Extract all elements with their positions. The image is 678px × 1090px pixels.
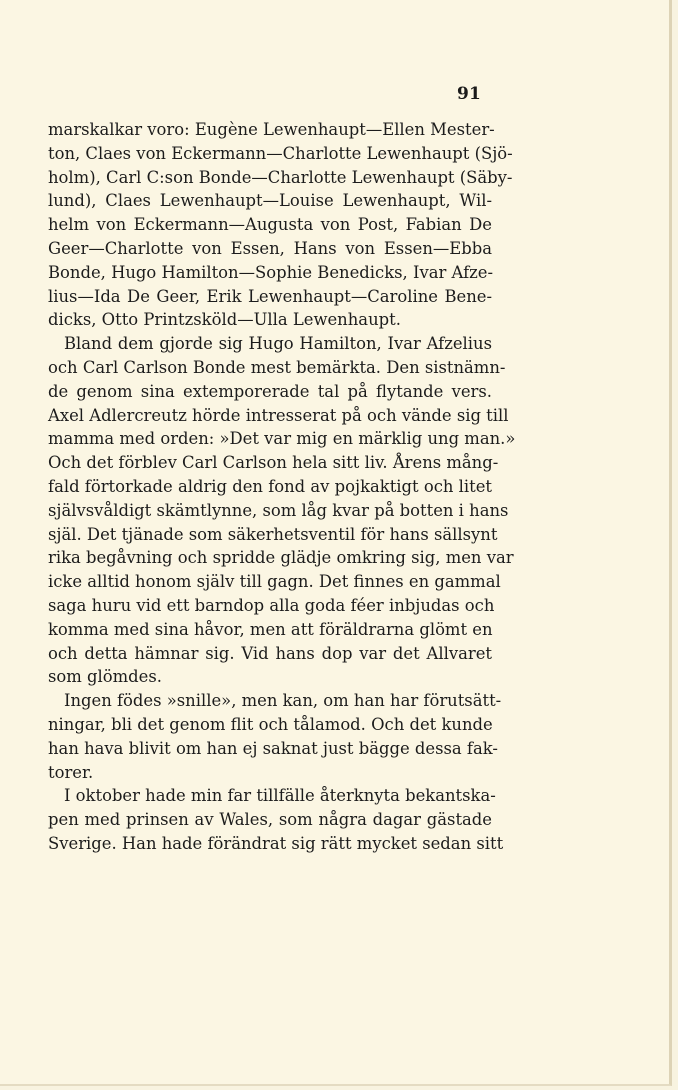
text-line: själ. Det tjänade som säkerhetsventil för hans sällsynt <box>48 524 498 544</box>
paragraph <box>48 118 513 332</box>
text-line: mamma med orden: »Det var mig en märklig ung man.» <box>48 429 516 449</box>
paragraph <box>48 689 502 784</box>
text-line: Bonde, Hugo Hamilton—Sophie Benedicks, Ivar Afze- <box>48 262 494 282</box>
body-text <box>48 118 516 856</box>
text-line: de genom sina extemporerade tal på flytande vers. <box>48 381 492 401</box>
text-line: helm von Eckermann—Augusta von Post, Fabian De <box>48 215 492 235</box>
text-line: lund), Claes Lewenhaupt—Louise Lewenhaupt, Wil- <box>48 191 492 211</box>
paragraph <box>48 332 516 689</box>
text-line: saga huru vid ett barndop alla goda féer inbjudas och <box>48 595 495 615</box>
paragraph <box>48 784 504 855</box>
text-line: lius—Ida De Geer, Erik Lewenhaupt—Caroline Bene- <box>48 286 492 306</box>
text-line: komma med sina håvor, men att föräldrarna glömt en <box>48 619 493 639</box>
text-line: Geer—Charlotte von Essen, Hans von Essen—Ebba <box>48 238 492 258</box>
text-line: och Carl Carlson Bonde mest bemärkta. Den sistnämn- <box>48 357 506 377</box>
text-line: Och det förblev Carl Carlson hela sitt liv. Årens mång- <box>48 453 499 473</box>
text-line: pen med prinsen av Wales, som några dagar gästade <box>48 810 492 830</box>
text-line: fald förtorkade aldrig den fond av pojkaktigt och litet <box>48 476 492 496</box>
text-line: rika begåvning och spridde glädje omkring sig, men var <box>48 548 514 568</box>
page-number: 91 <box>457 84 482 104</box>
text-line: ton, Claes von Eckermann—Charlotte Lewenhaupt (Sjö- <box>48 143 513 163</box>
text-line: ningar, bli det genom flit och tålamod. Och det kunde <box>48 714 493 734</box>
text-line: Bland dem gjorde sig Hugo Hamilton, Ivar Afzelius <box>64 334 492 354</box>
text-line: han hava blivit om han ej saknat just bägge dessa fak- <box>48 738 498 758</box>
text-line: holm), Carl C:son Bonde—Charlotte Lewenhaupt (Säby- <box>48 167 513 187</box>
text-line: icke alltid honom själv till gagn. Det finnes en gammal <box>48 572 501 592</box>
text-line: Ingen födes »snille», men kan, om han har förutsätt- <box>64 691 502 711</box>
text-line: och detta hämnar sig. Vid hans dop var det Allvaret <box>48 643 492 663</box>
text-line: marskalkar voro: Eugène Lewenhaupt—Ellen Mester- <box>48 120 495 139</box>
text-line: som glömdes. <box>48 667 162 687</box>
text-line: dicks, Otto Printzsköld—Ulla Lewenhaupt. <box>48 310 401 330</box>
text-line: Sverige. Han hade förändrat sig rätt mycket sedan sitt <box>48 833 504 853</box>
text-line: Axel Adlercreutz hörde intresserat på och vände sig till <box>48 405 509 425</box>
text-line: torer. <box>48 762 94 782</box>
text-line: självsvåldigt skämtlynne, som låg kvar på botten i hans <box>48 500 509 520</box>
text-line: I oktober hade min far tillfälle återknyta bekantska- <box>64 786 496 806</box>
